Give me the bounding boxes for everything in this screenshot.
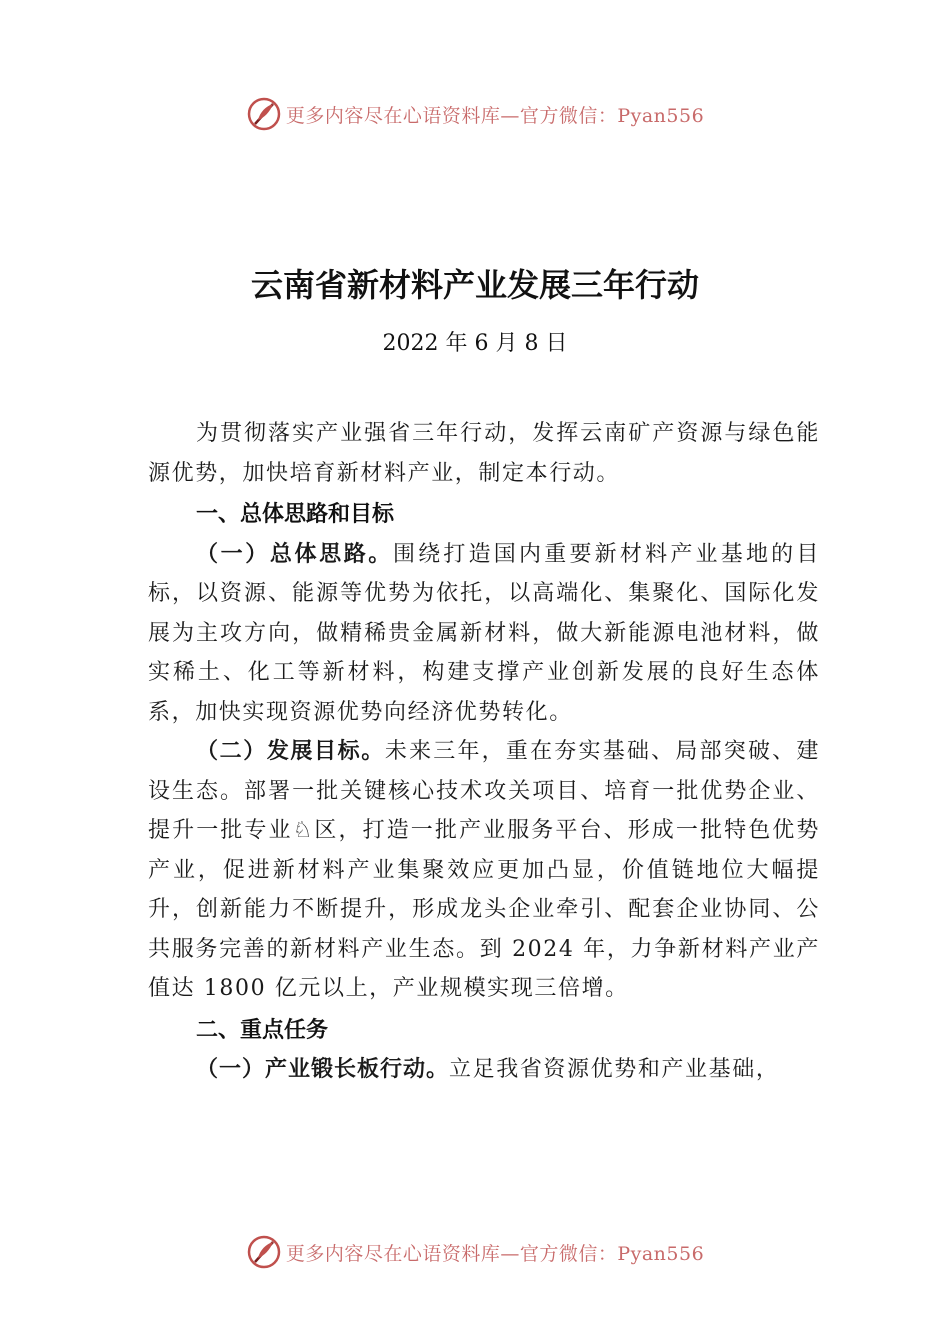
quill-logo-icon	[246, 96, 282, 132]
paragraph-lead: （一）产业锻长板行动。	[196, 1057, 450, 1082]
section-heading-1: 一、总体思路和目标	[196, 502, 395, 527]
paragraph-text: 未来三年，重在夯实基础、局部突破、建设生态。部署一批关键核心技术攻关项目、培育一批优势企业、提升一批专业♘区，打造一批产业服务平台、形成一批特色优势产业，促进新材料产业集聚效应更加凸显，价值链地位大幅提升，创新能力不断提升，形成龙头企业牵引、配套企业协同、公共服务完善的新材料产业生态。到 2024 年，力争新材料产业产值达 1800 亿元以上，产业规模实现三倍增。	[148, 739, 820, 1001]
document-date: 2022 年 6 月 8 日	[382, 331, 568, 356]
watermark-header	[0, 94, 950, 134]
document-title: 云南省新材料产业发展三年行动	[250, 266, 699, 304]
watermark-text: 更多内容尽在心语资料库—官方微信：Pyan556	[285, 1242, 705, 1265]
paragraph-development-goals	[148, 732, 820, 1009]
paragraph-text: 围绕打造国内重要新材料产业基地的目标，以资源、能源等优势为依托，以高端化、集聚化、国际化发展为主攻方向，做精稀贵金属新材料，做大新能源电池材料，做实稀土、化工等新材料，构建支撑产业创新发展的良好生态体系，加快实现资源优势向经济优势转化。	[148, 541, 820, 725]
document-body	[148, 414, 820, 1090]
paragraph-lead: （一）总体思路。	[196, 541, 393, 567]
watermark-text: 更多内容尽在心语资料库—官方微信：Pyan556	[285, 104, 705, 127]
section-heading-2: 二、重点任务	[196, 1017, 329, 1043]
paragraph-overall-approach	[148, 535, 820, 733]
quill-logo-icon	[246, 1234, 282, 1270]
intro-paragraph: 为贯彻落实产业强省三年行动，发挥云南矿产资源与绿色能源优势，加快培育新材料产业，制定本行动。	[148, 421, 820, 486]
paragraph-industry-action	[148, 1050, 820, 1090]
paragraph-lead: （二）发展目标。	[196, 739, 385, 764]
watermark-footer	[0, 1232, 950, 1272]
paragraph-text: 立足我省资源优势和产业基础，	[449, 1057, 780, 1082]
